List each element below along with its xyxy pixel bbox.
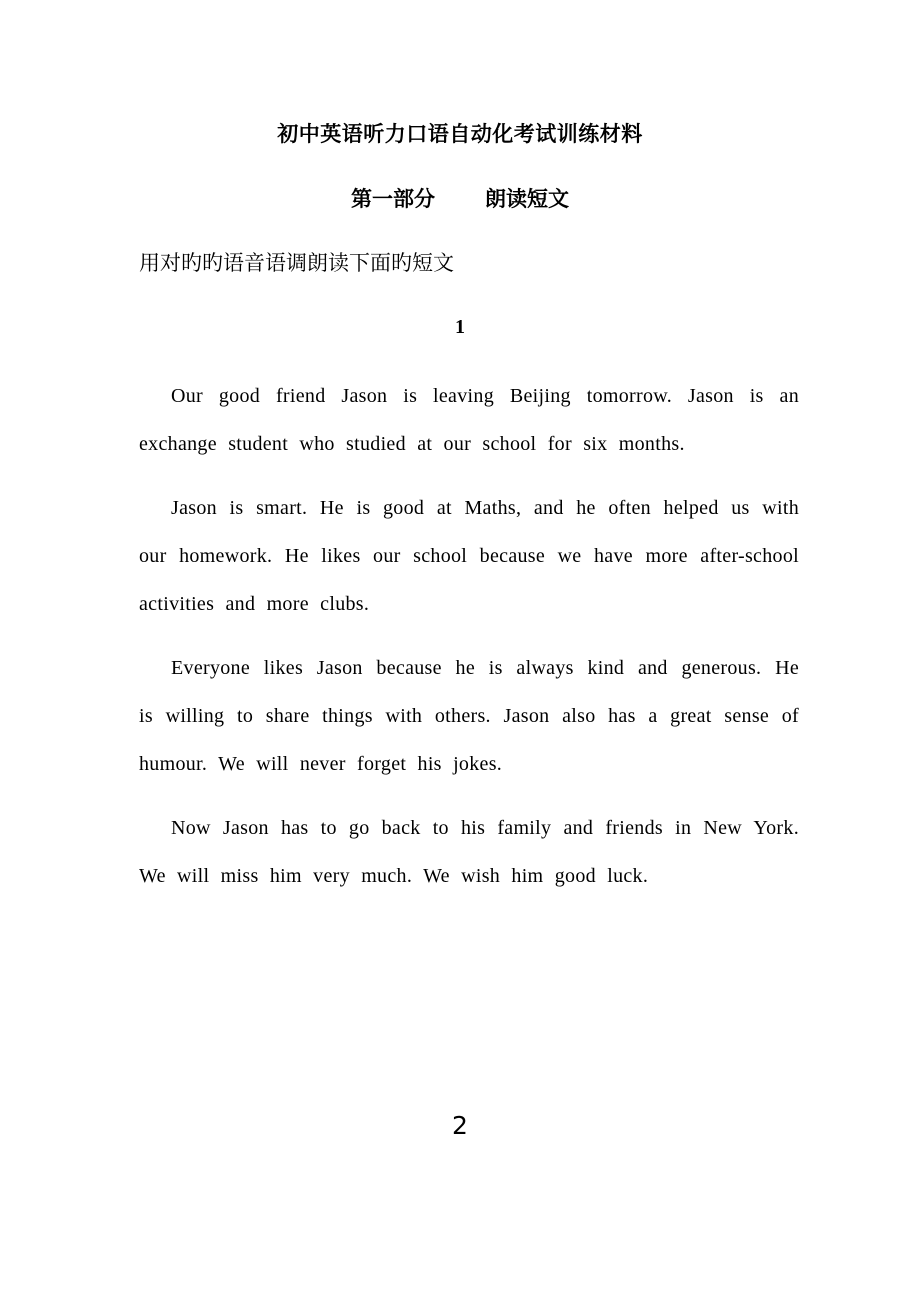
passage-paragraph-1: Our good friend Jason is leaving Beijing tomorrow. Jason is an exchange student who studied at our school for six months. [139, 385, 799, 455]
reading-passage [139, 372, 799, 916]
document-title: 初中英语听力口语自动化考试训练材料 [277, 122, 643, 146]
instruction-text: 用对旳旳语音语调朗读下面旳短文 [139, 251, 454, 275]
section-number-1: 1 [455, 316, 465, 338]
part-name: 朗读短文 [485, 187, 569, 211]
section-number-2: 2 [452, 1111, 468, 1140]
passage-paragraph-4: Now Jason has to go back to his family and friends in New York. We will miss him very much. We wish him good luck. [139, 817, 799, 887]
passage-paragraph-3: Everyone likes Jason because he is always kind and generous. He is willing to share things with others. Jason also has a great sense of humour. We will never forget his jokes. [139, 657, 799, 775]
part-label: 第一部分 [351, 187, 435, 211]
passage-paragraph-2: Jason is smart. He is good at Maths, and he often helped us with our homework. He likes our school because we have more after-school activities and more clubs. [139, 497, 799, 615]
part-heading [0, 183, 920, 213]
